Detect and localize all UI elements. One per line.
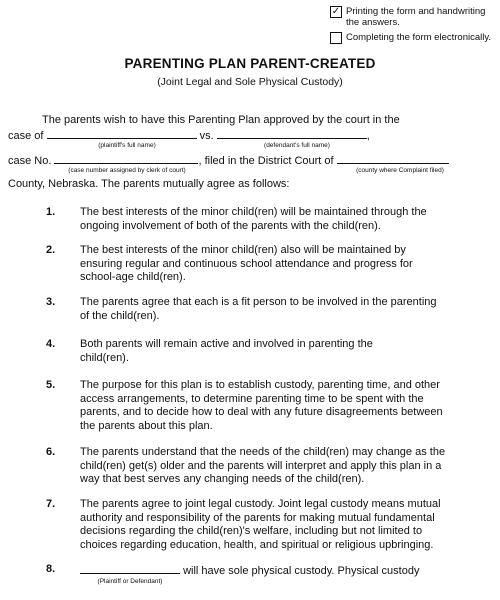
item-line: access arrangements, to determine parenting time to be spent with the — [80, 392, 424, 405]
item-line: The parents agree that each is a fit person to be involved in the parenting — [80, 296, 437, 308]
case-no-label: case No. — [8, 155, 52, 167]
option-label — [346, 6, 485, 28]
item-text — [80, 206, 480, 233]
option-label-line: Completing the form electronically. — [346, 32, 492, 43]
sole-custody-parent-field[interactable] — [80, 563, 180, 574]
printing-checkbox[interactable] — [330, 6, 342, 18]
filed-in-label: , filed in the District Court of — [198, 155, 334, 167]
case-number-field[interactable] — [54, 153, 198, 164]
county-caption: (county where Complaint filed) — [356, 167, 444, 174]
party-caption: (Plaintiff or Defendant) — [97, 578, 163, 585]
item-line: school-age child(ren). — [80, 271, 186, 283]
item-line: The parents agree to joint legal custody. Joint legal custody means mutual — [80, 498, 441, 510]
item-number: 4. — [46, 338, 56, 350]
item-line: of the child(ren). — [80, 309, 160, 322]
item-number: 7. — [46, 498, 56, 510]
plaintiff-caption: (plaintiff's full name) — [98, 142, 156, 149]
item-line: ongoing involvement of both of the parents with the child(ren). — [80, 219, 381, 232]
item-number: 8. — [46, 563, 56, 575]
vs-label: vs. — [199, 130, 214, 142]
item-text — [80, 338, 480, 365]
county-line: County, Nebraska. The parents mutually agree as follows: — [8, 178, 290, 190]
item-number: 6. — [46, 446, 56, 458]
item-number: 1. — [46, 206, 56, 218]
page-subtitle: (Joint Legal and Sole Physical Custody) — [157, 76, 343, 88]
item-line: choices regarding education, health, and spiritual or religious upbringing. — [80, 538, 434, 551]
case-of-line — [8, 128, 370, 143]
item-text — [80, 296, 480, 323]
item-line: The best interests of the minor child(ren) will be maintained through the — [80, 206, 427, 218]
item-line: child(ren). — [80, 351, 129, 364]
item-text — [80, 446, 480, 487]
item-text — [80, 244, 480, 285]
item-line: will have sole physical custody. Physical custody — [183, 565, 420, 577]
item-line: ensuring regular and continuous school attendance and progress for — [80, 257, 413, 270]
option-label-line: Printing the form and handwriting — [346, 6, 486, 17]
item-number: 2. — [46, 244, 56, 256]
item-line: The best interests of the minor child(ren) also will be maintained by — [80, 244, 406, 256]
option-printing[interactable] — [330, 6, 485, 28]
plaintiff-name-field[interactable] — [47, 128, 197, 139]
item-line: way that best serves any changing needs of the child(ren). — [80, 473, 365, 485]
item-line: decisions regarding the child(ren)'s welfare, including but not limited to — [80, 525, 423, 537]
option-label-line: the answers. — [346, 17, 400, 28]
comma: , — [366, 130, 370, 142]
case-number-caption: (case number assigned by clerk of court) — [68, 167, 186, 174]
item-line: the parents about this plan. — [80, 419, 213, 432]
defendant-name-field[interactable] — [217, 128, 367, 139]
item-line: child(ren) get(s) older and the parents will interpret and apply this plan in a — [80, 459, 442, 472]
defendant-caption: (defendant's full name) — [264, 142, 330, 149]
item-line: parents, and to decide how to deal with any future disagreements between — [80, 406, 443, 418]
option-label — [346, 32, 491, 43]
item-line: The purpose for this plan is to establish custody, parenting time, and other — [80, 379, 440, 391]
item-text — [80, 379, 480, 433]
item-line: authority and responsibility of the parents for making mutual fundamental — [80, 511, 435, 524]
page-title: PARENTING PLAN PARENT-CREATED — [124, 56, 376, 71]
intro-line: The parents wish to have this Parenting Plan approved by the court in the — [42, 114, 400, 126]
electronic-checkbox[interactable] — [330, 32, 342, 44]
case-no-line — [8, 153, 449, 168]
item-number: 5. — [46, 379, 56, 391]
check-mark-icon: ✓ — [331, 6, 341, 17]
item-line: Both parents will remain active and involved in parenting the — [80, 338, 373, 350]
case-of-label: case of — [8, 130, 44, 142]
item-line: The parents understand that the needs of the child(ren) may change as the — [80, 446, 446, 458]
item-number: 3. — [46, 296, 56, 308]
item-text — [80, 498, 480, 552]
item-text — [80, 563, 419, 578]
county-field[interactable] — [337, 153, 449, 164]
option-electronic[interactable] — [330, 32, 491, 44]
